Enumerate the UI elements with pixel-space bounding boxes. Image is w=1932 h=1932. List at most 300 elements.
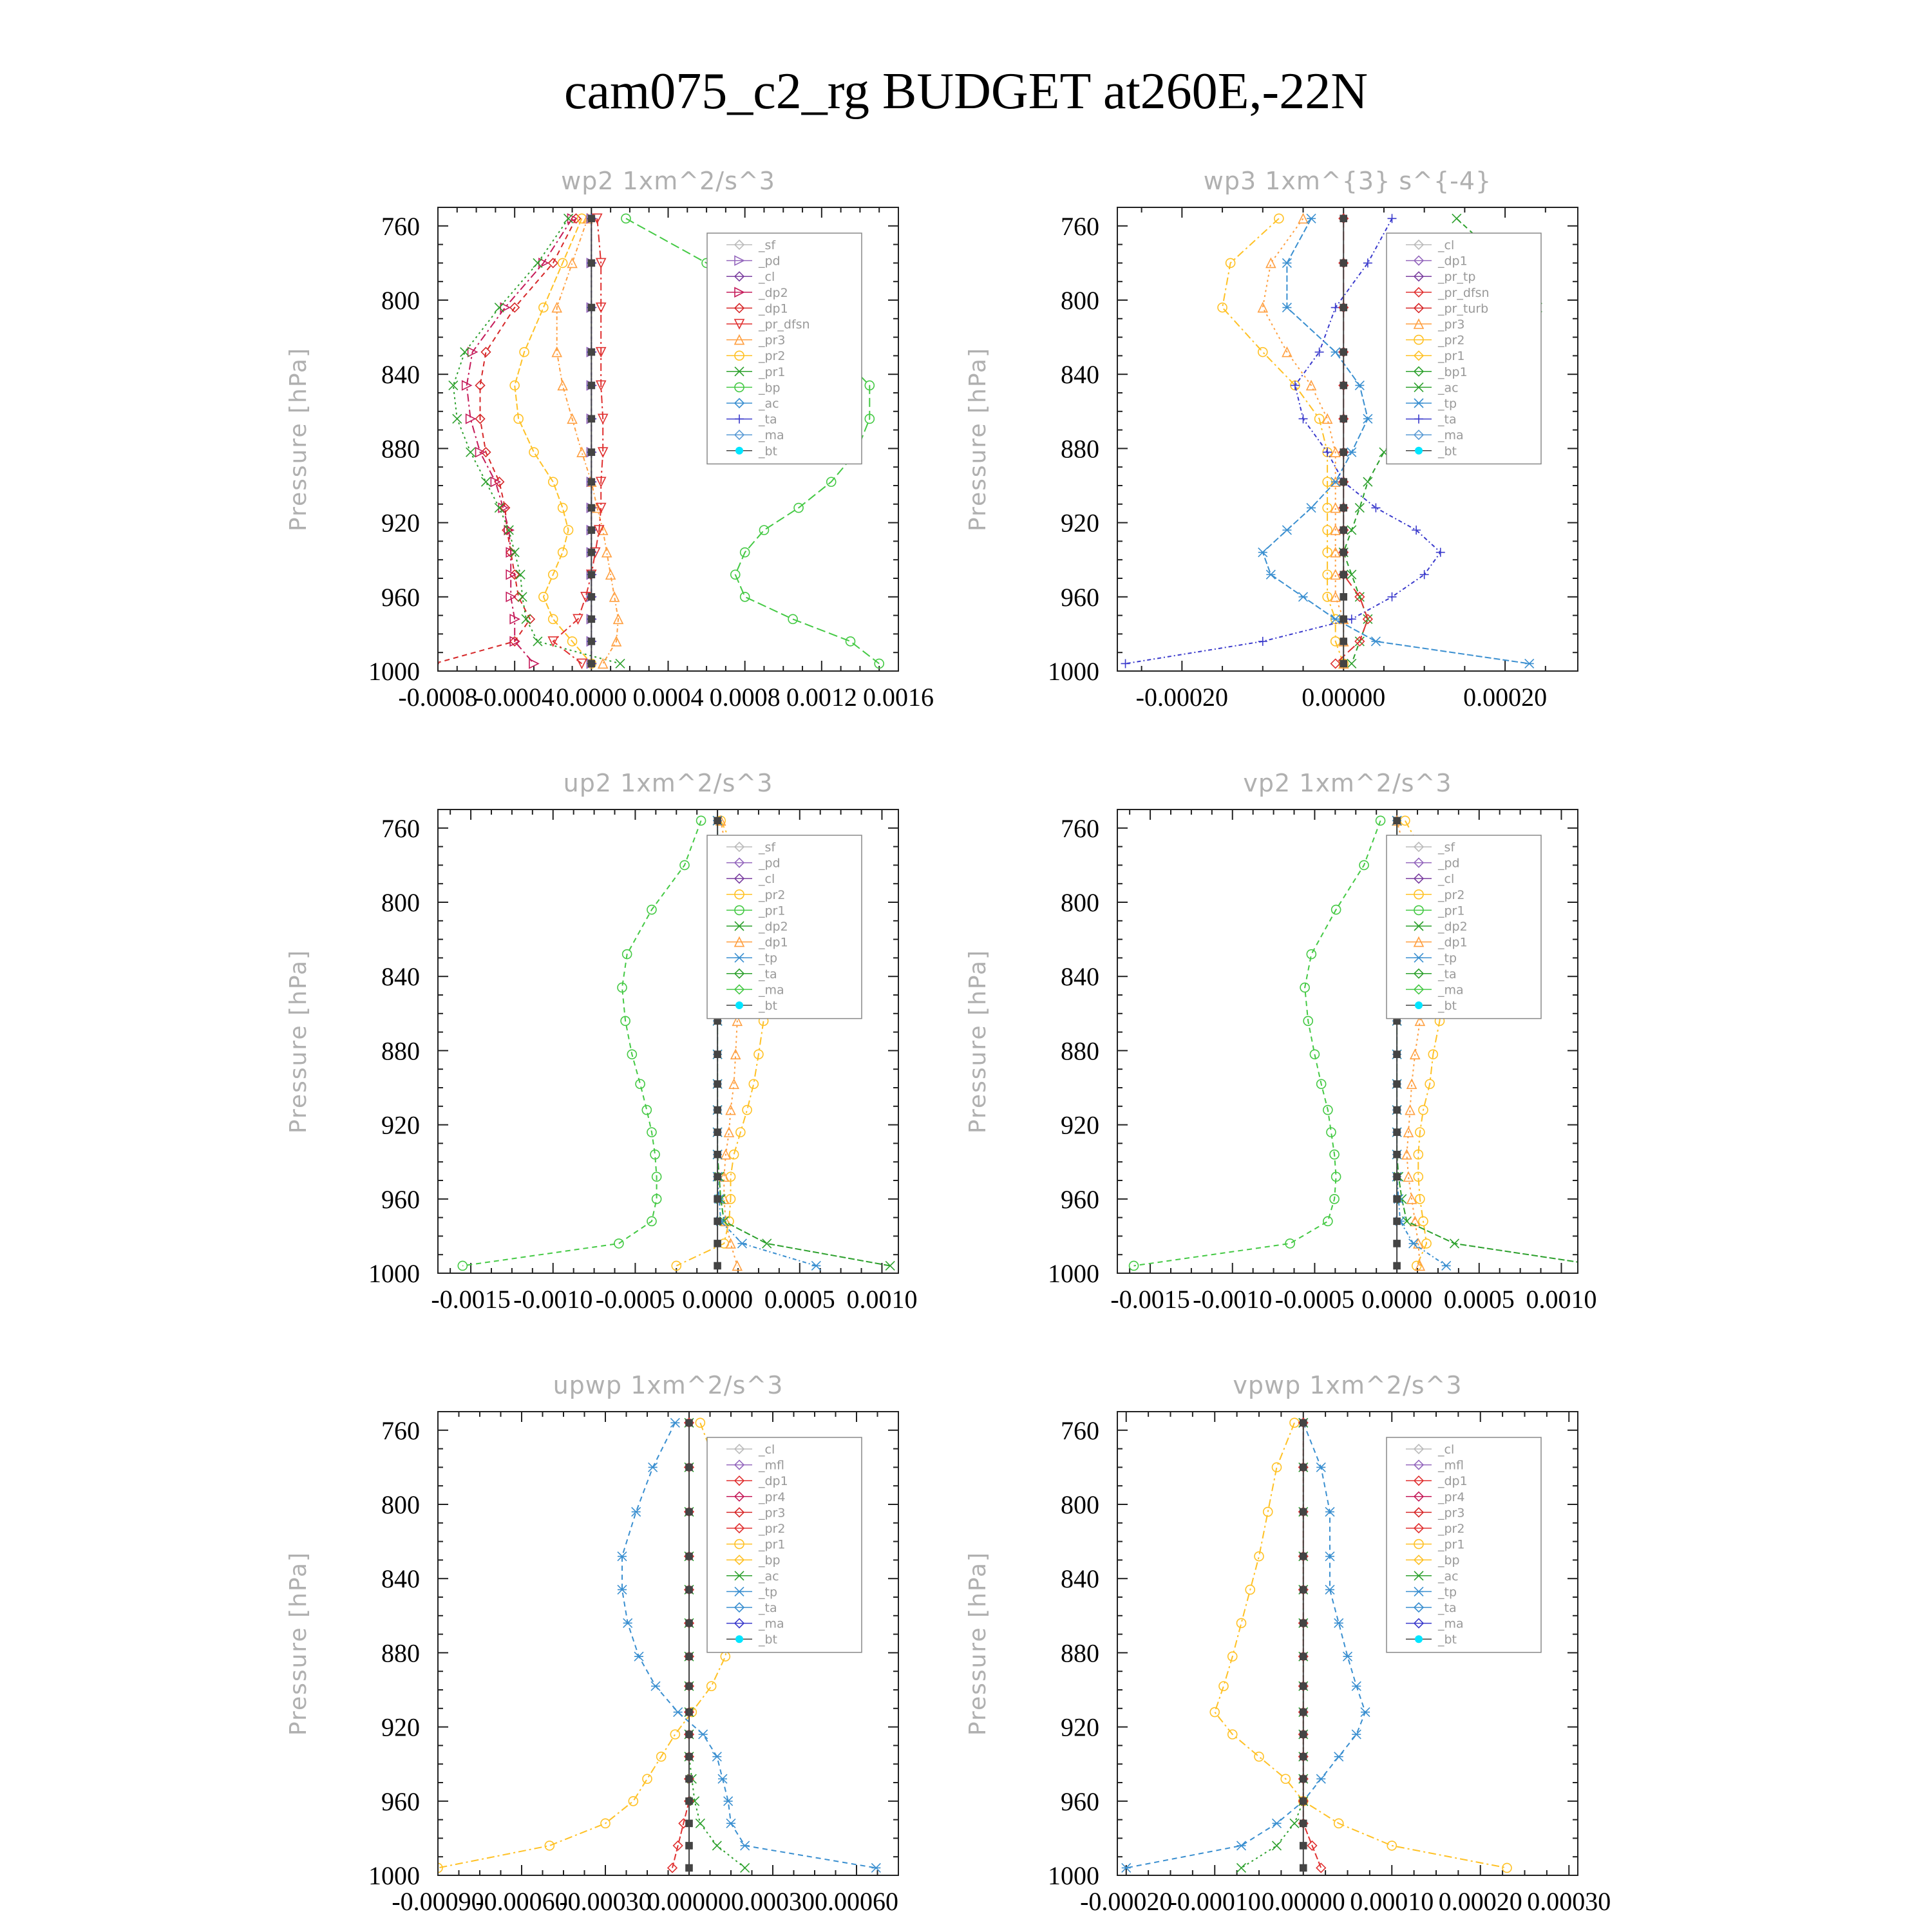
y-tick-label: 920: [1061, 1712, 1099, 1742]
legend-label: _dp1: [1438, 935, 1468, 950]
data-point-bt: [1300, 1842, 1307, 1849]
data-point-bt: [588, 660, 594, 667]
data-point-pr1: [636, 1079, 645, 1088]
data-point-pr1: [707, 1681, 716, 1690]
data-point-pr1: [533, 258, 542, 267]
data-point-ta: [1258, 637, 1267, 646]
legend-label: _pr2: [759, 349, 786, 364]
data-point-ta: [1121, 659, 1130, 668]
y-tick-label: 880: [381, 434, 420, 464]
data-point-ac: [1273, 1841, 1282, 1850]
data-point-bt: [686, 1419, 692, 1426]
y-tick-label: 880: [1061, 1036, 1099, 1066]
data-point-bt: [1394, 1196, 1400, 1202]
x-tick-label: -0.00090: [392, 1887, 484, 1916]
x-tick-label: 0.0016: [863, 683, 934, 712]
data-point-bp: [759, 526, 768, 535]
legend-label: _dp1: [759, 301, 788, 316]
x-tick-label: -0.0015: [431, 1285, 511, 1314]
legend-label: _cl: [759, 1443, 775, 1457]
x-tick-label: 0.00020: [1438, 1887, 1522, 1916]
data-point-pr1: [495, 504, 504, 513]
data-point-pr1: [1255, 1752, 1264, 1761]
legend: [1387, 233, 1541, 464]
data-point-bt: [588, 260, 594, 266]
y-axis-label: Pressure [hPa]: [965, 949, 991, 1134]
y-tick-label: 960: [381, 582, 420, 612]
data-point-tp: [871, 1863, 880, 1872]
y-tick-label: 840: [381, 1564, 420, 1594]
data-point-ac: [741, 1863, 750, 1872]
legend-label: _cl: [759, 872, 775, 887]
data-point-pr2: [1258, 348, 1267, 357]
data-point-dp2: [1598, 1261, 1607, 1270]
data-point-bt: [1300, 1820, 1307, 1826]
data-point-bt: [588, 527, 594, 533]
data-point-tp: [1325, 1585, 1334, 1594]
legend-label: _ta: [1438, 412, 1457, 427]
legend-label: _sf: [759, 238, 776, 252]
legend-label: _tp: [759, 1585, 778, 1600]
legend-label: _pr2: [759, 1522, 786, 1536]
data-point-bt: [1300, 1776, 1307, 1782]
data-point-ta: [1315, 348, 1324, 357]
data-point-tp: [1316, 1463, 1325, 1472]
legend-label: _pr_tp: [1438, 270, 1476, 285]
data-point-bt: [588, 415, 594, 422]
panel-title: vpwp 1xm^2/s^3: [1233, 1371, 1463, 1399]
data-point-ac: [696, 1819, 705, 1828]
data-point-bt: [714, 1081, 721, 1087]
data-point-bt: [1300, 1731, 1307, 1738]
data-point-tp: [670, 1418, 679, 1427]
y-tick-label: 800: [1061, 286, 1099, 315]
legend-label: _mfl: [1438, 1458, 1464, 1473]
legend-label: _sf: [1438, 840, 1455, 855]
legend-label: _ma: [1438, 1616, 1464, 1631]
data-point-pr1: [510, 548, 519, 557]
legend-label: _pr1: [1438, 349, 1465, 364]
x-tick-label: -0.00030: [559, 1887, 652, 1916]
data-point-bt: [1340, 594, 1347, 600]
y-tick-label: 1000: [368, 1259, 420, 1288]
data-point-ta: [1299, 414, 1308, 423]
data-point-pr1: [466, 448, 475, 457]
data-point-pr1: [670, 1730, 679, 1739]
data-point-pr3: [577, 448, 586, 457]
data-point-bp: [846, 637, 855, 646]
y-tick-label: 760: [381, 211, 420, 241]
legend-label: _tp: [1438, 397, 1457, 411]
y-tick-label: 960: [381, 1184, 420, 1214]
data-point-tp: [811, 1261, 820, 1270]
data-point-tp: [718, 1774, 727, 1783]
series-line-pr2: [1222, 218, 1343, 663]
x-tick-label: -0.00020: [1080, 1887, 1173, 1916]
data-point-tp: [1361, 1708, 1370, 1717]
series-line-dp2: [467, 218, 573, 663]
data-point-bt: [588, 215, 594, 222]
data-point-bt: [1300, 1464, 1307, 1470]
data-point-bt: [686, 1798, 692, 1804]
panel-title: up2 1xm^2/s^3: [563, 769, 773, 797]
legend-label: _ta: [1438, 967, 1457, 981]
data-point-bt: [588, 449, 594, 455]
y-tick-label: 920: [381, 1110, 420, 1140]
data-point-bt: [1300, 1798, 1307, 1804]
y-tick-label: 840: [1061, 1564, 1099, 1594]
data-point-bt: [686, 1683, 692, 1689]
y-tick-label: 920: [381, 508, 420, 538]
data-point-dp1: [430, 659, 439, 668]
legend-label: _pr3: [759, 333, 786, 348]
data-point-tp: [724, 1797, 733, 1806]
legend-label: _tp: [1438, 951, 1457, 966]
data-point-tp: [712, 1752, 721, 1761]
legend-label: _pr_turb: [1438, 301, 1489, 316]
data-point-bt: [1394, 1129, 1400, 1135]
data-point-tp: [1409, 1239, 1418, 1248]
y-axis-label: Pressure [hPa]: [965, 1551, 991, 1736]
data-point-tp: [649, 1463, 658, 1472]
legend-label: _bt: [1438, 1633, 1457, 1647]
data-point-tp: [1282, 258, 1291, 267]
legend-marker: [735, 447, 743, 455]
legend-label: _tp: [759, 951, 778, 966]
data-point-tp: [1355, 381, 1364, 390]
data-point-pr2: [539, 303, 548, 312]
data-point-pr2: [743, 1106, 752, 1115]
data-point-bt: [588, 478, 594, 485]
x-tick-label: 0.0005: [1443, 1285, 1515, 1314]
data-point-bt: [1340, 638, 1347, 645]
data-point-bt: [588, 571, 594, 578]
y-tick-label: 960: [381, 1786, 420, 1816]
data-point-ac: [712, 1841, 721, 1850]
legend-label: _bt: [759, 1633, 778, 1647]
panel-title: vp2 1xm^2/s^3: [1243, 769, 1452, 797]
data-point-bt: [686, 1731, 692, 1738]
data-point-bt: [1300, 1709, 1307, 1716]
data-point-tp: [1442, 1261, 1451, 1270]
data-point-tp: [1325, 1552, 1334, 1561]
data-point-tp: [1334, 1618, 1343, 1627]
legend-label: _pr3: [759, 1506, 786, 1520]
y-tick-label: 960: [1061, 582, 1099, 612]
y-tick-label: 760: [1061, 211, 1099, 241]
data-point-bt: [1394, 1081, 1400, 1087]
legend-label: _bp: [1438, 1553, 1460, 1568]
y-tick-label: 800: [381, 1490, 420, 1519]
series-line-pr1: [462, 820, 701, 1265]
data-point-tp: [741, 1841, 750, 1850]
data-point-bt: [714, 1129, 721, 1135]
data-point-tp: [1371, 637, 1380, 646]
data-point-ac: [1363, 477, 1372, 486]
x-tick-label: -0.00010: [1168, 1887, 1261, 1916]
data-point-ac: [1355, 592, 1364, 601]
data-point-bt: [686, 1586, 692, 1593]
legend-label: _dp1: [1438, 254, 1468, 269]
data-point-ta: [1387, 214, 1396, 223]
legend-label: _dp2: [759, 920, 788, 934]
data-point-tp: [726, 1819, 735, 1828]
data-point-tp: [1282, 526, 1291, 535]
data-point-bt: [588, 616, 594, 622]
y-tick-label: 880: [1061, 1638, 1099, 1668]
data-point-pr3: [1258, 303, 1267, 312]
data-point-bt: [1300, 1864, 1307, 1871]
data-point-pr1: [614, 1239, 623, 1248]
data-point-pr1: [533, 637, 542, 646]
y-axis-label: Pressure [hPa]: [285, 1551, 312, 1736]
legend-marker: [1415, 1635, 1423, 1643]
data-point-pr1: [1376, 816, 1385, 825]
legend-label: _ac: [1438, 381, 1459, 395]
legend-label: _pr_dfsn: [1438, 285, 1490, 300]
legend-label: _pr1: [759, 904, 786, 918]
y-tick-label: 840: [381, 962, 420, 992]
data-point-pr1: [1290, 1418, 1299, 1427]
legend-label: _sf: [759, 840, 776, 855]
legend-label: _dp2: [1438, 920, 1468, 934]
data-point-bt: [1394, 1173, 1400, 1180]
x-tick-label: 0.00010: [1350, 1887, 1434, 1916]
data-point-bt: [1394, 1240, 1400, 1247]
x-tick-label: 0.0000: [1361, 1285, 1433, 1314]
x-tick-label: 0.00030: [1527, 1887, 1611, 1916]
data-point-pr1: [616, 659, 625, 668]
data-point-bt: [1340, 305, 1347, 311]
legend-label: _pr2: [1438, 333, 1465, 348]
data-point-bt: [714, 1151, 721, 1158]
legend-marker: [1415, 1001, 1423, 1009]
legend-label: _pr1: [1438, 1537, 1465, 1552]
data-point-dp1: [1316, 1863, 1325, 1872]
data-point-bt: [1340, 382, 1347, 388]
y-tick-label: 1000: [368, 657, 420, 686]
legend-label: _ta: [759, 412, 777, 427]
data-point-pr1: [1237, 1618, 1246, 1627]
y-tick-label: 1000: [368, 1861, 420, 1890]
data-point-bt: [1300, 1553, 1307, 1560]
data-point-tp: [1352, 1681, 1361, 1690]
y-tick-label: 840: [1061, 360, 1099, 390]
data-point-bt: [1340, 660, 1347, 667]
legend-label: _tp: [1438, 1585, 1457, 1600]
data-point-ac: [1290, 1819, 1299, 1828]
panel-5: [285, 1371, 898, 1916]
data-point-tp: [1299, 592, 1308, 601]
data-point-bt: [714, 1107, 721, 1113]
data-point-pr2: [558, 548, 567, 557]
y-tick-label: 760: [381, 1416, 420, 1445]
data-point-bt: [1340, 505, 1347, 511]
data-point-bt: [1300, 1586, 1307, 1593]
x-tick-label: 0.0012: [786, 683, 857, 712]
y-tick-label: 920: [1061, 508, 1099, 538]
legend-label: _pd: [759, 856, 781, 871]
data-point-pr1: [516, 570, 525, 579]
data-point-bt: [1340, 349, 1347, 355]
legend-label: _pr2: [759, 887, 786, 902]
legend-label: _pr3: [1438, 317, 1465, 332]
data-point-ac: [1355, 504, 1364, 513]
x-tick-label: 0.00000: [1261, 1887, 1345, 1916]
x-tick-label: -0.00060: [475, 1887, 568, 1916]
data-point-pr3: [1299, 214, 1308, 223]
y-tick-label: 1000: [1048, 1861, 1099, 1890]
data-point-bt: [714, 1240, 721, 1247]
legend-label: _dp1: [759, 1474, 788, 1489]
data-point-bt: [588, 382, 594, 388]
y-tick-label: 920: [381, 1712, 420, 1742]
y-tick-label: 800: [1061, 1490, 1099, 1519]
series-line-pr1: [1134, 820, 1381, 1265]
data-point-tp: [632, 1508, 641, 1517]
data-point-bt: [686, 1653, 692, 1660]
series-line-tp: [1126, 1423, 1365, 1868]
y-tick-label: 1000: [1048, 1259, 1099, 1288]
data-point-bt: [686, 1842, 692, 1849]
panel-title: wp2 1xm^2/s^3: [561, 167, 775, 195]
data-point-ta: [1347, 614, 1356, 623]
data-point-bt: [1394, 1051, 1400, 1057]
y-tick-label: 800: [381, 286, 420, 315]
data-point-ac: [1452, 214, 1461, 223]
legend-label: _dp1: [759, 935, 788, 950]
legend-label: _ta: [759, 967, 777, 981]
data-point-pr1: [518, 592, 527, 601]
legend-label: _ma: [759, 1616, 784, 1631]
x-tick-label: 0.0000: [682, 1285, 753, 1314]
legend-label: _ac: [759, 1569, 779, 1584]
data-point-bt: [588, 305, 594, 311]
panel-title: wp3 1xm^{3} s^{-4}: [1203, 167, 1492, 195]
data-point-bt: [588, 638, 594, 645]
x-tick-label: -0.0008: [398, 683, 478, 712]
data-point-tp: [1273, 1819, 1282, 1828]
data-point-bt: [588, 349, 594, 355]
y-tick-label: 880: [381, 1638, 420, 1668]
data-point-bt: [686, 1464, 692, 1470]
x-tick-label: -0.0010: [513, 1285, 593, 1314]
data-point-pr2: [549, 614, 558, 623]
data-point-bt: [1300, 1683, 1307, 1689]
data-point-bt: [1394, 817, 1400, 824]
y-tick-label: 760: [1061, 1416, 1099, 1445]
legend-marker: [735, 1001, 743, 1009]
data-point-bt: [1340, 449, 1347, 455]
y-axis-label: Pressure [hPa]: [965, 346, 991, 532]
data-point-pr1: [696, 1418, 705, 1427]
x-tick-label: 0.00060: [815, 1887, 898, 1916]
data-point-bt: [686, 1553, 692, 1560]
x-tick-label: 0.00030: [731, 1887, 815, 1916]
data-point-pr1: [481, 477, 490, 486]
data-point-bt: [1300, 1419, 1307, 1426]
data-point-bt: [1394, 1218, 1400, 1224]
x-tick-label: -0.0005: [1274, 1285, 1355, 1314]
data-point-pr1: [629, 1797, 638, 1806]
y-tick-label: 840: [1061, 962, 1099, 992]
data-point-tp: [1334, 1752, 1343, 1761]
legend-label: _cl: [1438, 238, 1455, 252]
data-point-bt: [714, 1051, 721, 1057]
data-point-ta: [1412, 526, 1421, 535]
panel-2: [965, 167, 1578, 712]
data-point-bt: [1300, 1653, 1307, 1660]
y-axis-label: Pressure [hPa]: [285, 949, 312, 1134]
data-point-bt: [1340, 527, 1347, 533]
panel-title: upwp 1xm^2/s^3: [553, 1371, 784, 1399]
data-point-tp: [1307, 504, 1316, 513]
data-point-bt: [686, 1776, 692, 1782]
legend: [1387, 835, 1541, 1019]
y-axis-label: Pressure [hPa]: [285, 346, 312, 532]
y-tick-label: 840: [381, 360, 420, 390]
figure-title: cam075_c2_rg BUDGET at260E,-22N: [564, 63, 1368, 120]
legend-label: _pr1: [1438, 904, 1465, 918]
data-point-tp: [1363, 414, 1372, 423]
legend-marker: [735, 1635, 743, 1643]
legend-label: _pr4: [759, 1490, 786, 1504]
data-point-tp: [1307, 214, 1316, 223]
data-point-bt: [686, 1709, 692, 1716]
data-point-bt: [1340, 478, 1347, 485]
y-tick-label: 760: [1061, 813, 1099, 843]
x-tick-label: 0.00000: [1302, 683, 1386, 712]
data-point-bt: [1340, 571, 1347, 578]
data-point-tp: [1352, 1730, 1361, 1739]
legend-label: _ta: [1438, 1601, 1457, 1615]
panel-3: [285, 769, 917, 1314]
y-tick-label: 760: [381, 813, 420, 843]
data-point-bp: [621, 214, 630, 223]
legend-label: _ac: [759, 397, 779, 411]
data-point-pr1: [643, 1774, 652, 1783]
legend: [707, 233, 862, 464]
legend-label: _ma: [1438, 983, 1464, 998]
data-point-pr1: [697, 816, 706, 825]
data-point-pr2: [558, 504, 567, 513]
series-line-dp1: [434, 218, 576, 663]
y-tick-label: 1000: [1048, 657, 1099, 686]
data-point-bt: [588, 505, 594, 511]
data-point-pr1: [642, 1106, 651, 1115]
data-point-ta: [1387, 592, 1396, 601]
data-point-tp: [1237, 1841, 1246, 1850]
x-tick-label: -0.0004: [475, 683, 554, 712]
data-point-tp: [737, 1239, 746, 1248]
x-tick-label: -0.0005: [595, 1285, 676, 1314]
data-point-tp: [1525, 659, 1534, 668]
data-point-pr1: [1210, 1708, 1219, 1717]
data-point-pr3: [568, 258, 577, 267]
legend-label: _ac: [1438, 1569, 1459, 1584]
data-point-bt: [686, 1820, 692, 1826]
legend-label: _cl: [1438, 1443, 1455, 1457]
data-point-bt: [588, 549, 594, 556]
data-point-tp: [674, 1708, 683, 1717]
x-tick-label: -0.0010: [1193, 1285, 1273, 1314]
data-point-tp: [1316, 1774, 1325, 1783]
legend-box: [707, 233, 862, 464]
legend-label: _ta: [759, 1601, 777, 1615]
data-point-tp: [1266, 570, 1275, 579]
data-point-pr1: [495, 303, 504, 312]
x-tick-label: 0.0010: [846, 1285, 918, 1314]
